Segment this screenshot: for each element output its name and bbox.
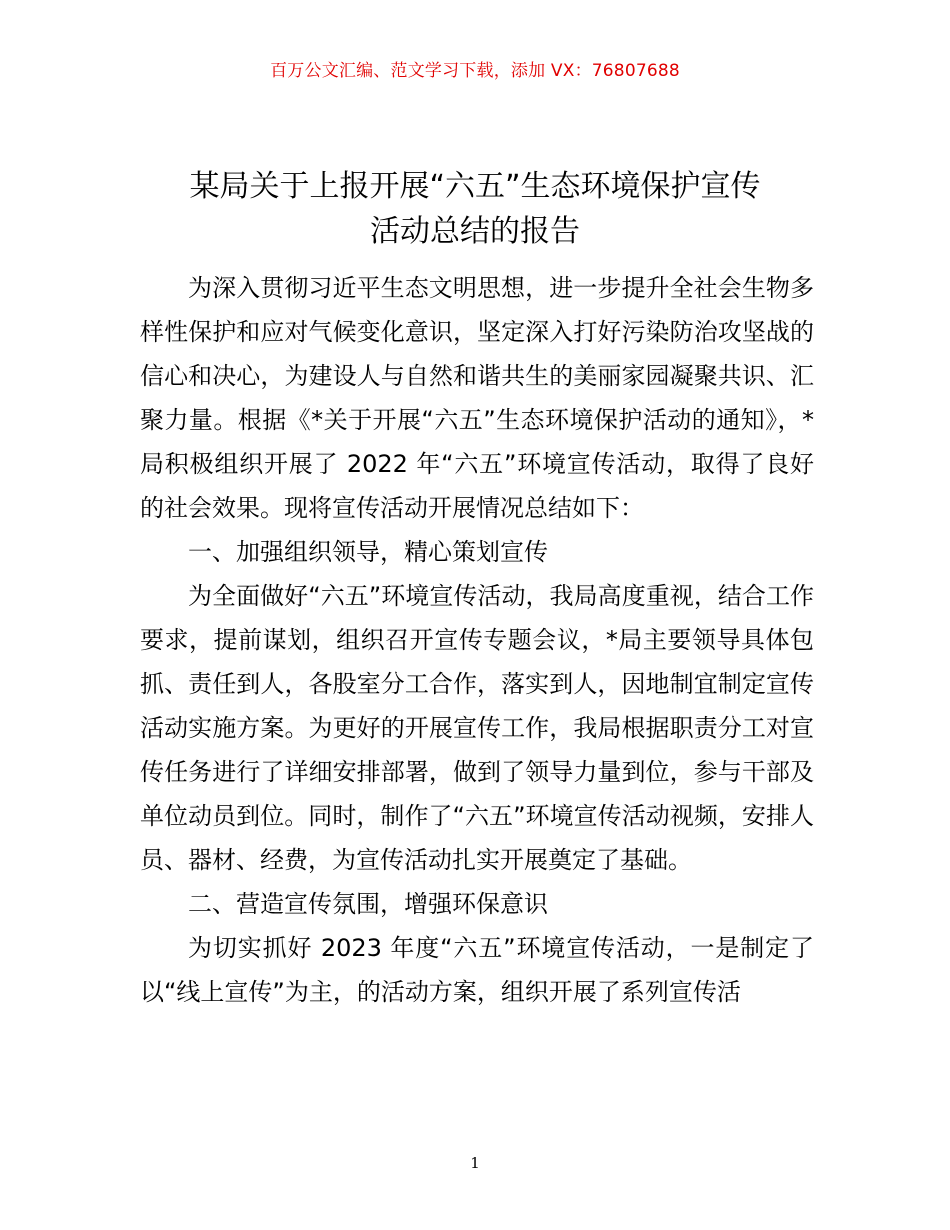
title-line-1: 某局关于上报开展“六五”生态环境保护宣传: [189, 169, 761, 204]
document-body: [140, 266, 814, 1014]
document-title: [130, 164, 820, 254]
intro-paragraph: 为深入贯彻习近平生态文明思想，进一步提升全社会生物多样性保护和应对气候变化意识，坚定深入打好污染防治攻坚战的信心和决心，为建设人与自然和谐共生的美丽家园凝聚共识、汇聚力量。根据《*关于开展“六五”生态环境保护活动的通知》，*局积极组织开展了 2022 年“六五”环境宣传活动，取得了良好的社会效果。现将宣传活动开展情况总结如下：: [140, 274, 814, 522]
section-2-paragraph: 为切实抓好 2023 年度“六五”环境宣传活动，一是制定了以“线上宣传”为主，的活动方案，组织开展了系列宣传活: [140, 934, 814, 1006]
section-heading-1: 一、加强组织领导，精心策划宣传: [188, 538, 548, 566]
header-watermark-note: 百万公文汇编、范文学习下载，添加 VX：76807688: [270, 61, 680, 81]
page-number: 1: [470, 1154, 480, 1172]
section-1-paragraph: 为全面做好“六五”环境宣传活动，我局高度重视，结合工作要求，提前谋划，组织召开宣传专题会议，*局主要领导具体包抓、责任到人，各股室分工合作，落实到人，因地制宜制定宣传活动实施方案。为更好的开展宣传工作，我局根据职责分工对宣传任务进行了详细安排部署，做到了领导力量到位，参与干部及单位动员到位。同时，制作了“六五”环境宣传活动视频，安排人员、器材、经费，为宣传活动扎实开展奠定了基础。: [140, 582, 814, 874]
section-heading-2: 二、营造宣传氛围，增强环保意识: [188, 890, 548, 918]
title-line-2: 活动总结的报告: [370, 214, 580, 249]
